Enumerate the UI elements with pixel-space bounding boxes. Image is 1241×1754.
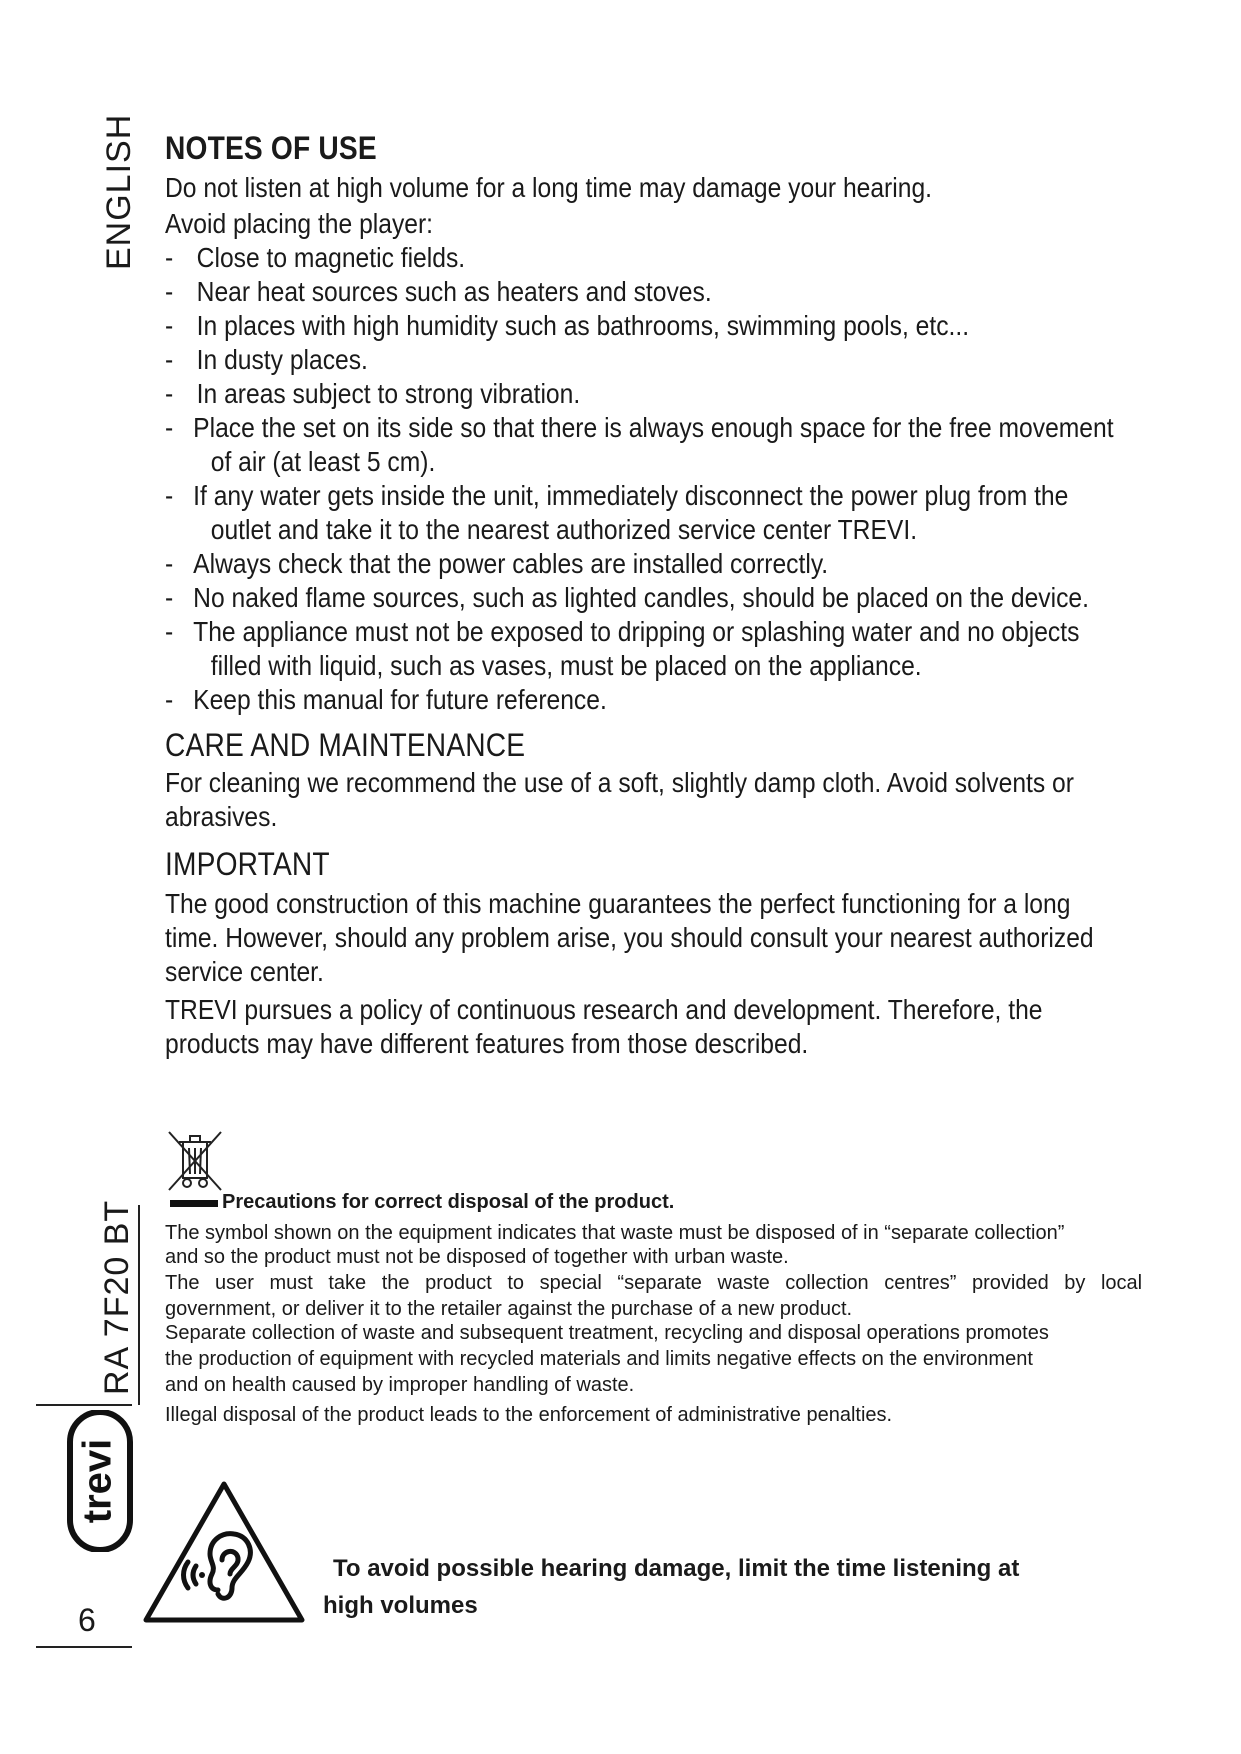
crossed-bin-icon <box>165 1128 225 1194</box>
important-line: The good construction of this machine guarantees the perfect functioning for a long <box>165 888 1071 919</box>
hearing-warning-icon <box>140 1478 308 1626</box>
page-number: 6 <box>78 1602 96 1638</box>
list-item: - Always check that the power cables are installed correctly. <box>165 548 829 579</box>
disposal-line: The symbol shown on the equipment indicates that waste must be disposed of in “separate collection” <box>165 1222 1065 1244</box>
hearing-line: high volumes <box>323 1592 478 1619</box>
list-item: - In places with high humidity such as bathrooms, swimming pools, etc... <box>165 310 970 341</box>
list-item: - In dusty places. <box>165 344 368 375</box>
disposal-text <box>165 1220 1195 1428</box>
care-line: For cleaning we recommend the use of a soft, slightly damp cloth. Avoid solvents or <box>165 767 1074 798</box>
list-item: - Place the set on its side so that there is always enough space for the free movement <box>165 412 1114 443</box>
notes-intro: Do not listen at high volume for a long time may damage your hearing. <box>165 172 933 203</box>
hearing-warning-text <box>323 1550 1020 1624</box>
important-line: time. However, should any problem arise, you should consult your nearest authorized <box>165 922 1094 953</box>
important-line: service center. <box>165 956 324 987</box>
hearing-line: To avoid possible hearing damage, limit the time listening at <box>333 1555 1020 1582</box>
care-title: CARE AND MAINTENANCE <box>165 727 526 763</box>
important-title: IMPORTANT <box>165 846 330 882</box>
svg-text:trevi: trevi <box>75 1438 120 1524</box>
language-label: ENGLISH <box>100 113 138 270</box>
disposal-line: and so the product must not be disposed of together with urban waste. <box>165 1246 789 1268</box>
disposal-line: and on health caused by improper handling of waste. <box>165 1374 635 1396</box>
sidebar-divider-vertical <box>138 1205 140 1405</box>
list-item: - In areas subject to strong vibration. <box>165 378 581 409</box>
sidebar-divider-top <box>36 1404 132 1406</box>
important-line: products may have different features from those described. <box>165 1028 809 1059</box>
disposal-line: Illegal disposal of the product leads to the enforcement of administrative penalties. <box>165 1404 893 1426</box>
disposal-line: Separate collection of waste and subsequent treatment, recycling and disposal operations promotes <box>165 1322 1049 1344</box>
list-item-continuation: filled with liquid, such as vases, must be placed on the appliance. <box>210 650 922 681</box>
main-content <box>165 130 1195 1061</box>
disposal-line: the production of equipment with recycled materials and limits negative effects on the environment <box>165 1348 1033 1370</box>
list-item-continuation: of air (at least 5 cm). <box>210 446 436 477</box>
notes-title: NOTES OF USE <box>165 130 377 166</box>
list-item: - No naked flame sources, such as lighted candles, should be placed on the device. <box>165 582 1089 613</box>
list-item: - If any water gets inside the unit, immediately disconnect the power plug from the <box>165 480 1069 511</box>
disposal-line: The user must take the product to special “separate waste collection centres” provided by local <box>165 1272 1143 1294</box>
notes-avoid: Avoid placing the player: <box>165 208 434 239</box>
disposal-line: government, or deliver it to the retailer against the purchase of a new product. <box>165 1298 853 1320</box>
list-item-continuation: outlet and take it to the nearest authorized service center TREVI. <box>210 514 918 545</box>
sidebar-divider-bottom <box>36 1646 132 1648</box>
list-item: - Close to magnetic fields. <box>165 242 466 273</box>
disposal-title: Precautions for correct disposal of the product. <box>222 1191 675 1213</box>
model-label: RA 7F20 BT <box>98 1199 136 1395</box>
list-item: - The appliance must not be exposed to dripping or splashing water and no objects <box>165 616 1080 647</box>
list-item: - Near heat sources such as heaters and stoves. <box>165 276 712 307</box>
list-item: - Keep this manual for future reference. <box>165 684 607 715</box>
weee-bar <box>170 1200 218 1207</box>
important-line: TREVI pursues a policy of continuous research and development. Therefore, the <box>165 994 1043 1025</box>
care-line: abrasives. <box>165 801 278 832</box>
trevi-logo <box>66 1410 134 1552</box>
